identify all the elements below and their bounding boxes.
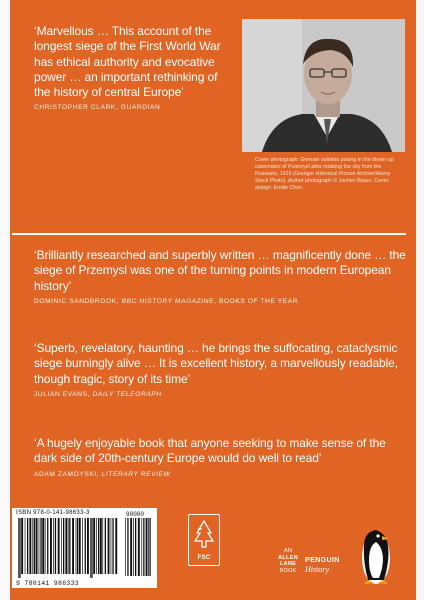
barcode-bar	[135, 518, 136, 576]
attribution-name: ADAM ZAMOYSKI,	[34, 470, 102, 478]
fsc-label: FSC	[197, 554, 211, 561]
barcode-bar	[29, 518, 31, 574]
barcode-bar	[68, 518, 69, 574]
barcode-bar	[18, 518, 19, 578]
barcode-bar	[93, 518, 95, 574]
imprint-line: LANE	[279, 561, 297, 568]
barcode-bar	[40, 518, 41, 574]
barcode-bar	[143, 518, 144, 576]
barcode-bar	[21, 518, 23, 574]
attribution-publication: DAILY TELEGRAPH	[92, 390, 162, 398]
barcode-bar	[125, 518, 126, 576]
barcode-bar	[61, 518, 62, 574]
barcode-bar	[90, 518, 91, 578]
barcode-bar	[55, 518, 56, 574]
barcode-bar	[53, 518, 54, 574]
barcode-bar	[34, 518, 35, 574]
price-code: 90000	[126, 511, 145, 518]
author-portrait-image	[242, 19, 405, 152]
penguin-history-imprint	[305, 557, 340, 575]
barcode-bar	[149, 518, 150, 576]
barcode-bar	[96, 518, 97, 574]
barcode-bar	[50, 518, 52, 574]
barcode-bar	[100, 518, 102, 574]
attribution-extra: , BOOKS OF THE YEAR	[214, 297, 299, 305]
quote-text: ‘A hugely enjoyable book that anyone seeking to make sense of the dark side of 20th-century Europe would do well to read’	[34, 436, 386, 466]
barcode-bar	[102, 518, 103, 574]
barcode-bar	[27, 518, 28, 574]
barcode-bar	[130, 518, 132, 576]
barcode-bar	[72, 518, 74, 574]
review-quote-sandbrook	[34, 248, 414, 305]
author-photo	[242, 19, 405, 152]
allen-lane-imprint	[275, 548, 301, 574]
barcode-bar	[112, 518, 113, 574]
barcode-bar	[146, 518, 148, 576]
section-divider	[12, 233, 406, 235]
penguin-logo-icon	[356, 522, 396, 588]
imprint-line: ALLEN	[278, 554, 298, 561]
barcode-bar	[111, 518, 112, 574]
barcode-bar	[63, 518, 64, 574]
barcode-bar	[82, 518, 83, 574]
barcode-bar	[45, 518, 46, 574]
barcode-bars	[18, 518, 120, 578]
barcode-bar	[98, 518, 99, 574]
imprint-line: AN	[283, 548, 293, 554]
barcode-bar	[58, 518, 60, 574]
penguin-wordmark: PENGUIN	[305, 557, 340, 564]
barcode-bar	[32, 518, 33, 574]
cover-credits: Cover photograph: German soldiers posing in the blown-up casemates of Przemyśl after retaking the city from the Russians, 1915 (Granger Historical Picture Archive/Alamy Stock Photo). Author photograph © Jochen Braun. Cover design: Emilie Chen.	[255, 157, 394, 191]
quote-attribution	[34, 298, 414, 305]
barcode-bar	[127, 518, 128, 576]
page-edge-right	[416, 0, 424, 600]
barcode-bar	[47, 518, 48, 574]
barcode-bar	[76, 518, 77, 574]
page-edge-left	[0, 0, 10, 600]
attribution-name: JULIAN EVANS,	[34, 390, 93, 398]
barcode-bar	[25, 518, 26, 574]
barcode	[12, 508, 157, 588]
barcode-bar	[141, 518, 142, 576]
barcode-bar	[138, 518, 140, 576]
attribution-name: DOMINIC SANDBROOK,	[34, 297, 122, 305]
history-wordmark: History	[305, 565, 329, 574]
review-quote-clark	[34, 24, 234, 111]
review-quote-zamoyski	[34, 436, 404, 478]
fsc-logo	[188, 514, 220, 566]
quote-attribution	[34, 471, 404, 478]
attribution-publication: BBC HISTORY MAGAZINE	[121, 297, 215, 305]
barcode-bar	[19, 518, 20, 578]
barcode-bar	[77, 518, 78, 574]
quote-text: ‘Superb, revelatory, haunting … he brings the suffocating, cataclysmic siege burningly alive … It is excellent history, a marvellously readable, though tragic, story of its time’	[34, 341, 398, 386]
barcode-digits: 9 780141 986333	[16, 580, 80, 587]
barcode-bar	[42, 518, 44, 574]
quote-text: ‘Marvellous … This account of the longest siege of the First World War has ethical authority and evocative power … an important rethinking of the history of central Europe’	[34, 24, 221, 100]
imprint-line: BOOK	[279, 567, 297, 574]
barcode-bar	[69, 518, 70, 574]
barcode-bar	[115, 518, 117, 574]
barcode-bar	[79, 518, 81, 574]
review-quote-evans	[34, 341, 414, 398]
barcode-bar	[39, 518, 40, 574]
barcode-bar	[133, 518, 134, 576]
barcode-bar	[65, 518, 67, 574]
attribution-publication: LITERARY REVIEW	[101, 470, 171, 478]
barcode-bar	[108, 518, 110, 574]
quote-text: ‘Brilliantly researched and superbly written … magnificently done … the siege of Przemysl was one of the turning points in modern European history’	[34, 248, 406, 293]
barcode-bar	[36, 518, 38, 574]
barcode-bar	[105, 518, 106, 574]
barcode-bar	[91, 518, 92, 578]
isbn-label: ISBN 978-0-141-98633-3	[16, 510, 90, 516]
quote-attribution	[34, 391, 414, 398]
price-barcode-bars	[125, 518, 153, 580]
barcode-bar	[85, 518, 86, 574]
barcode-bar	[148, 518, 149, 576]
quote-attribution: CHRISTOPHER CLARK, GUARDIAN	[34, 104, 161, 112]
barcode-bar	[87, 518, 89, 574]
fsc-tree-icon	[189, 515, 219, 553]
